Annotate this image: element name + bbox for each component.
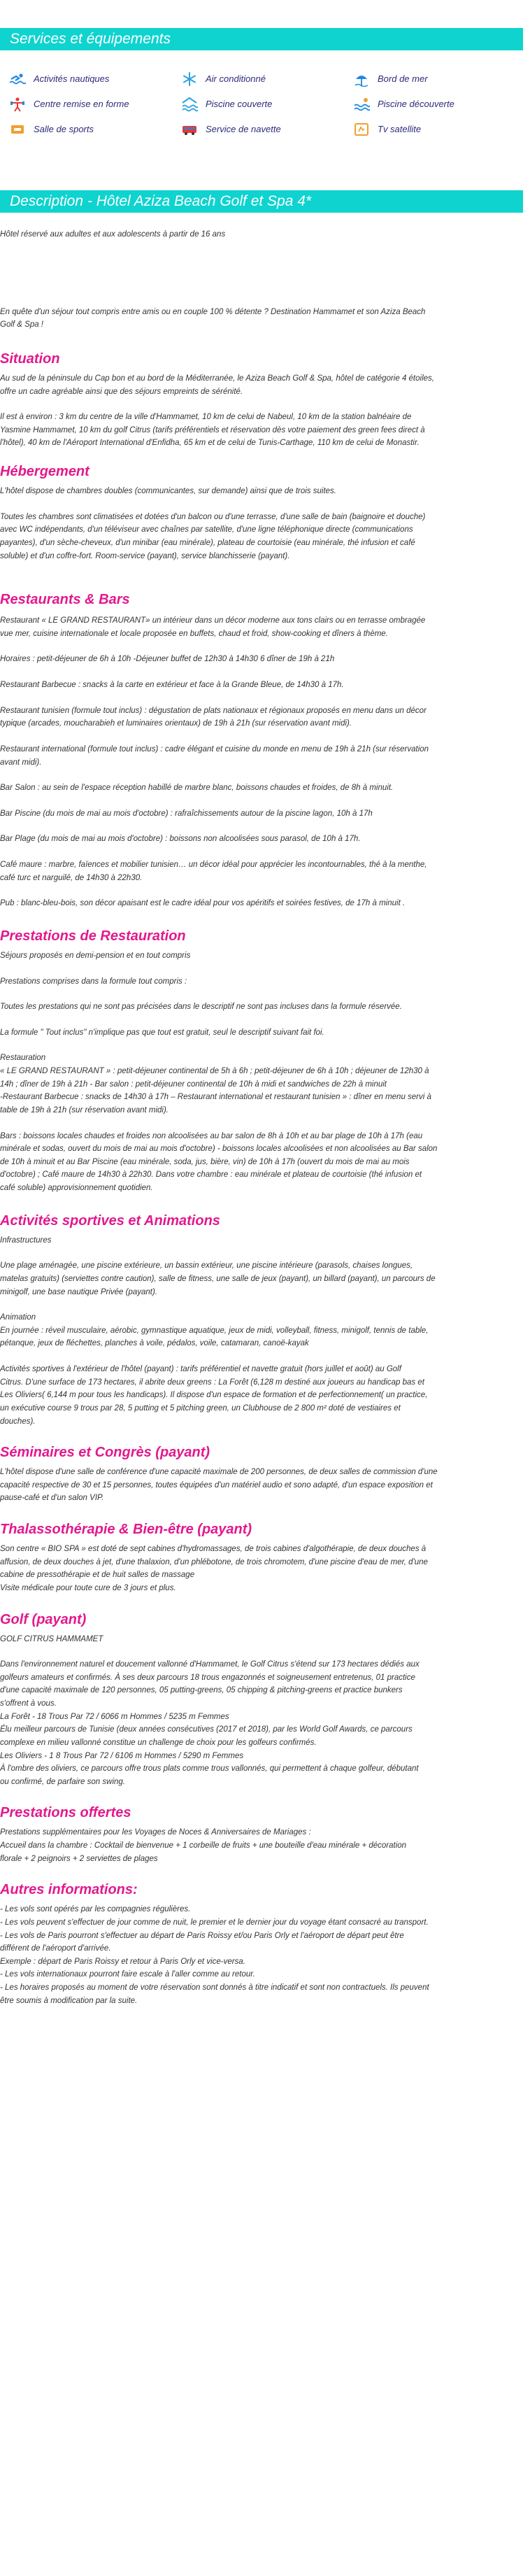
snowflake-icon xyxy=(180,71,199,87)
restaurants-p4: Restaurant international (formule tout inclus) : cadre élégant et cuisine du monde en menu de 19h à 21h (sur réservation avant midi). xyxy=(0,744,429,767)
situation-p2: Il est à environ : 3 km du centre de la ville d'Hammamet, 10 km de celui de Nabeul, 10 km de la station balnéaire de Yasmine Hammamet, 10 km du golf Citrus (tarifs préférentiels et réservation dès votre paiement des green fees direct à l'hôtel), 40 km de l'Aéroport International d'Enfidha, 65 km et de celui de Tunis-Carthage, 110 km de celui de Monastir. xyxy=(0,413,425,448)
service-label: Piscine couverte xyxy=(206,99,273,110)
autres-informations-p1: - Les vols sont opérés par les compagnies régulières. - Les vols peuvent s'effectuer de jour comme de nuit, le premier et le dernier jour du voyage étant consacré au transport. - Les vols de Paris pourront s'effectuer au départ de Paris Roissy et/ou Paris Orly et l'aéroport de départ peut être différent de l'aéroport d'arrivée. Exemple : départ de Paris Roissy et retour à Paris Orly et vice-versa. - Les vols internationaux pourront faire escale à l'aller comme au retour. - Les horaires proposés au moment de votre réservation sont donnés à titre indicatif et sont non contractuels. Ils peuvent être soumis à modification par la suite. xyxy=(0,1905,429,2005)
prestations-offertes-p1: Prestations supplémentaires pour les Voyages de Noces & Anniversaires de Mariages : Accueil dans la chambre : Cocktail de bienvenue + 1 corbeille de fruits + une bouteille d'eau minérale + décoration florale + 2 peignoirs + 2 serviettes de plages xyxy=(0,1828,407,1863)
service-label: Salle de sports xyxy=(34,124,94,135)
tv-icon xyxy=(352,122,371,137)
seminaires-heading: Séminaires et Congrès (payant) xyxy=(0,1445,210,1461)
services-grid xyxy=(0,50,530,190)
service-item-service-de-navette xyxy=(180,122,281,137)
service-item-bord-de-mer xyxy=(352,71,428,87)
prestations-restauration-p5: Bars : boissons locales chaudes et froides non alcoolisées au bar salon de 8h à 10h et au bar plage de 10h à 17h (eau minérale et sodas, ouvert du mois de mai au mois d'octobre) - boissons locales alcoolisées et non alcoolisées au Bar salon de 10h à minuit et au Bar Piscine (eau minérale, soda, jus, bière, vin) de 10h à 17h (ouvert du mois de mai au mois d'octobre) ; Café maure de 14h30 à 22h30. Dans votre chambre : eau minérale et plateau de courtoisie (thé infusion et café soluble) approvisionnement quotidien. xyxy=(0,1131,438,1192)
service-label: Piscine découverte xyxy=(378,99,454,110)
service-label: Tv satellite xyxy=(378,124,422,135)
golf-p1: GOLF CITRUS HAMMAMET xyxy=(0,1634,103,1643)
service-item-tv-satellite xyxy=(352,122,421,137)
service-item-piscine-decouverte xyxy=(352,97,454,112)
description-intro: Hôtel réservé aux adultes et aux adolescents à partir de 16 ans xyxy=(0,230,226,239)
activites-heading: Activités sportives et Animations xyxy=(0,1212,220,1229)
restaurants-p0: Restaurant « LE GRAND RESTAURANT» un intérieur dans un décor moderne aux tons clairs ou en terrasse ombragée vue mer, cuisine internationale et locale proposée en buffets, chaud et froid, show-cooking et dîners à thème. xyxy=(0,616,426,638)
description-pitch: En quête d'un séjour tout compris entre amis ou en couple 100 % détente ? Destination Hammamet et son Aziza Beach Golf & Spa ! xyxy=(0,307,426,330)
service-item-centre-remise-en-forme xyxy=(8,97,129,112)
outdoor-pool-icon xyxy=(352,97,371,112)
restaurants-heading: Restaurants & Bars xyxy=(0,592,130,608)
hebergement-p1: L'hôtel dispose de chambres doubles (communicantes, sur demande) ainsi que de trois suites. xyxy=(0,487,336,495)
service-label: Centre remise en forme xyxy=(34,99,129,110)
service-item-activites-nautiques xyxy=(8,71,109,87)
golf-p2: Dans l'environnement naturel et doucement vallonné d'Hammamet, le Golf Citrus s'étend sur 173 hectares dédiés aux golfeurs amateurs et confirmés. À ses deux parcours 18 trous engazonnés et soigneusement entretenus, 01 practice d'une capacité maximale de 120 personnes, 05 putting-greens, 05 chipping & pitching-greens et practice bunkers s'offrent à vous. La Forêt - 18 Trous Par 72 / 6066 m Hommes / 5235 m Femmes Élu meilleur parcours de Tunisie (deux années consécutives (2017 et 2018), par les World Golf Awards, ce parcours complexe en milieu vallonné constitue un challenge de choix pour les golfeurs confirmés. Les Oliviers - 1 8 Trous Par 72 / 6106 m Hommes / 5290 m Femmes À l'ombre des oliviers, ce parcours offre trous plats comme trous vallonnés, qui permettent à chaque golfeur, débutant ou confirmé, de parfaire son swing. xyxy=(0,1660,420,1786)
activites-p2: Animation En journée : réveil musculaire, aérobic, gymnastique aquatique, jeux de midi, volleyball, fitness, minigolf, tennis de table, pétanque, jeux de fléchettes, planches à voile, pédalos, voile, catamaran, canoë-kayak xyxy=(0,1313,429,1348)
restaurants-p3: Restaurant tunisien (formule tout inclus) : dégustation de plats nationaux et régionaux proposés en menu dans un décor typique (arcades, moucharabieh et luminaires orientaux) de 19h à 21h (sur réservation avant midi). xyxy=(0,706,427,728)
beach-umbrella-icon xyxy=(352,71,371,87)
prestations-restauration-p3: La formule " Tout inclus" n'implique pas que tout est gratuit, seul le descriptif suivant fait foi. xyxy=(0,1028,324,1037)
prestations-restauration-p1: Prestations comprises dans la formule tout compris : xyxy=(0,977,187,986)
service-label: Service de navette xyxy=(206,124,281,135)
description-banner: Description - Hôtel Aziza Beach Golf et Spa 4* xyxy=(0,190,523,213)
services-banner: Services et équipements xyxy=(0,28,523,50)
hebergement-p2: Toutes les chambres sont climatisées et dotées d'un balcon ou d'une terrasse, d'une salle de bain (baignoire et douche) avec WC indépendants, d'un téléviseur avec chaînes par satellite, d'une ligne téléphonique directe (communications payantes), d'un sèche-cheveux, d'un minibar (eau minérale), plateau de courtoisie (eau minérale, thé infusion et café soluble) et d'un coffre-fort. Room-service (payant), service blanchisserie (payant). xyxy=(0,512,426,560)
prestations-restauration-heading: Prestations de Restauration xyxy=(0,928,186,944)
service-label: Air conditionné xyxy=(206,73,266,85)
gym-icon xyxy=(8,122,27,137)
prestations-restauration-p2: Toutes les prestations qui ne sont pas précisées dans le descriptif ne sont pas incluses dans la formule réservée. xyxy=(0,1003,402,1012)
activites-p1: Une plage aménagée, une piscine extérieure, un bassin extérieur, une piscine intérieure (parasols, chaises longues, matelas gratuits) (serviettes contre caution), salle de fitness, une salle de jeux (payant), un billard (payant), un parcours de minigolf, une base nautique Privée (payant). xyxy=(0,1261,436,1296)
situation-p1: Au sud de la péninsule du Cap bon et au bord de la Méditerranée, le Aziza Beach Golf & Spa, hôtel de catégorie 4 étoiles, offre un cadre agréable ainsi que des séjours empreints de sérénité. xyxy=(0,374,434,396)
fitness-icon xyxy=(8,97,27,112)
autres-informations-heading: Autres informations: xyxy=(0,1882,138,1898)
indoor-pool-icon xyxy=(180,97,199,112)
activites-p0: Infrastructures xyxy=(0,1236,52,1245)
thalasso-heading: Thalassothérapie & Bien-être (payant) xyxy=(0,1522,252,1537)
restaurants-p5: Bar Salon : au sein de l'espace réception habillé de marbre blanc, boissons chaudes et froides, de 8h à minuit. xyxy=(0,784,394,793)
prestations-restauration-p0: Séjours proposés en demi-pension et en tout compris xyxy=(0,951,191,960)
description-content xyxy=(0,228,530,2007)
activites-p3: Activités sportives à l'extérieur de l'hôtel (payant) : tarifs préférentiel et navette gratuit (hors juillet et août) au Golf Citrus. D'une surface de 173 hectares, il abrite deux greens : La Forêt (6,128 m destiné aux joueurs au handicap bas et Les Oliviers( 6,144 m pour tous les handicaps). Il dispose d'un espace de formation et de perfectionnement( un practice, un exécutive course 9 trous par 28, 5 putting et 5 pitching green, un Clubhouse de 2 800 m² doté de vestiaires et douches). xyxy=(0,1365,428,1426)
restaurants-p6: Bar Piscine (du mois de mai au mois d'octobre) : rafraîchissements autour de la piscine lagon, 10h à 17h xyxy=(0,809,373,818)
page xyxy=(0,28,530,2024)
service-item-piscine-couverte xyxy=(180,97,272,112)
service-label: Bord de mer xyxy=(378,73,428,85)
seminaires-p1: L'hôtel dispose d'une salle de conférence d'une capacité maximale de 200 personnes, de deux salles de commission d'une capacité respective de 30 et 15 personnes, toutes équipées d'un matériel audio et sono adapté, d'un espace exposition et pause-café et d'un salon VIP. xyxy=(0,1468,438,1503)
situation-heading: Situation xyxy=(0,351,60,367)
shuttle-bus-icon xyxy=(180,122,199,137)
restaurants-p8: Café maure : marbre, faïences et mobilier tunisien… un décor idéal pour apprécier les incontournables, thé à la menthe, café turc et narguilé, de 14h30 à 22h30. xyxy=(0,861,427,882)
service-item-air-conditionne xyxy=(180,71,266,87)
restaurants-p1: Horaires : petit-déjeuner de 6h à 10h -Déjeuner buffet de 12h30 à 14h30 6 dîner de 19h à 21h xyxy=(0,655,335,664)
service-label: Activités nautiques xyxy=(34,73,110,85)
thalasso-p1: Son centre « BIO SPA » est doté de sept cabines d'hydromassages, de trois cabines d'algothérapie, de deux douches à affusion, de deux douches à jet, d'une thalaxion, d'un phlébotone, de trois chromotem, d'une piscine d'eau de mer, d'une cabine de pressothérapie et de huit salles de massage Visite médicale pour toute cure de 3 jours et plus. xyxy=(0,1545,428,1592)
prestations-restauration-p4: Restauration « LE GRAND RESTAURANT » : petit-déjeuner continental de 5h à 6h ; petit-déjeuner de 6h à 10h ; déjeuner de 12h30 à 14h ; dîner de 19h à 21h - Bar salon : petit-déjeuner continental de 10h à midi et sandwiches de 22h à minuit -Restaurant Barbecue : snacks de 14h30 à 17h – Restaurant international et restaurant tunisien » : dîner en menu servi à table de 19h à 21h (sur réservation avant midi). xyxy=(0,1054,431,1114)
service-item-salle-de-sports xyxy=(8,122,94,137)
restaurants-p7: Bar Plage (du mois de mai au mois d'octobre) : boissons non alcoolisées sous parasol, de 10h à 17h. xyxy=(0,835,361,844)
restaurants-p9: Pub : blanc-bleu-bois, son décor apaisant est le cadre idéal pour vos apéritifs et soirées festives, de 17h à minuit . xyxy=(0,899,406,908)
restaurants-p2: Restaurant Barbecue : snacks à la carte en extérieur et face à la Grande Bleue, de 14h30 à 17h. xyxy=(0,681,344,689)
hebergement-heading: Hébergement xyxy=(0,464,89,479)
prestations-offertes-heading: Prestations offertes xyxy=(0,1805,131,1821)
swimmer-icon xyxy=(8,71,27,87)
golf-heading: Golf (payant) xyxy=(0,1611,87,1627)
